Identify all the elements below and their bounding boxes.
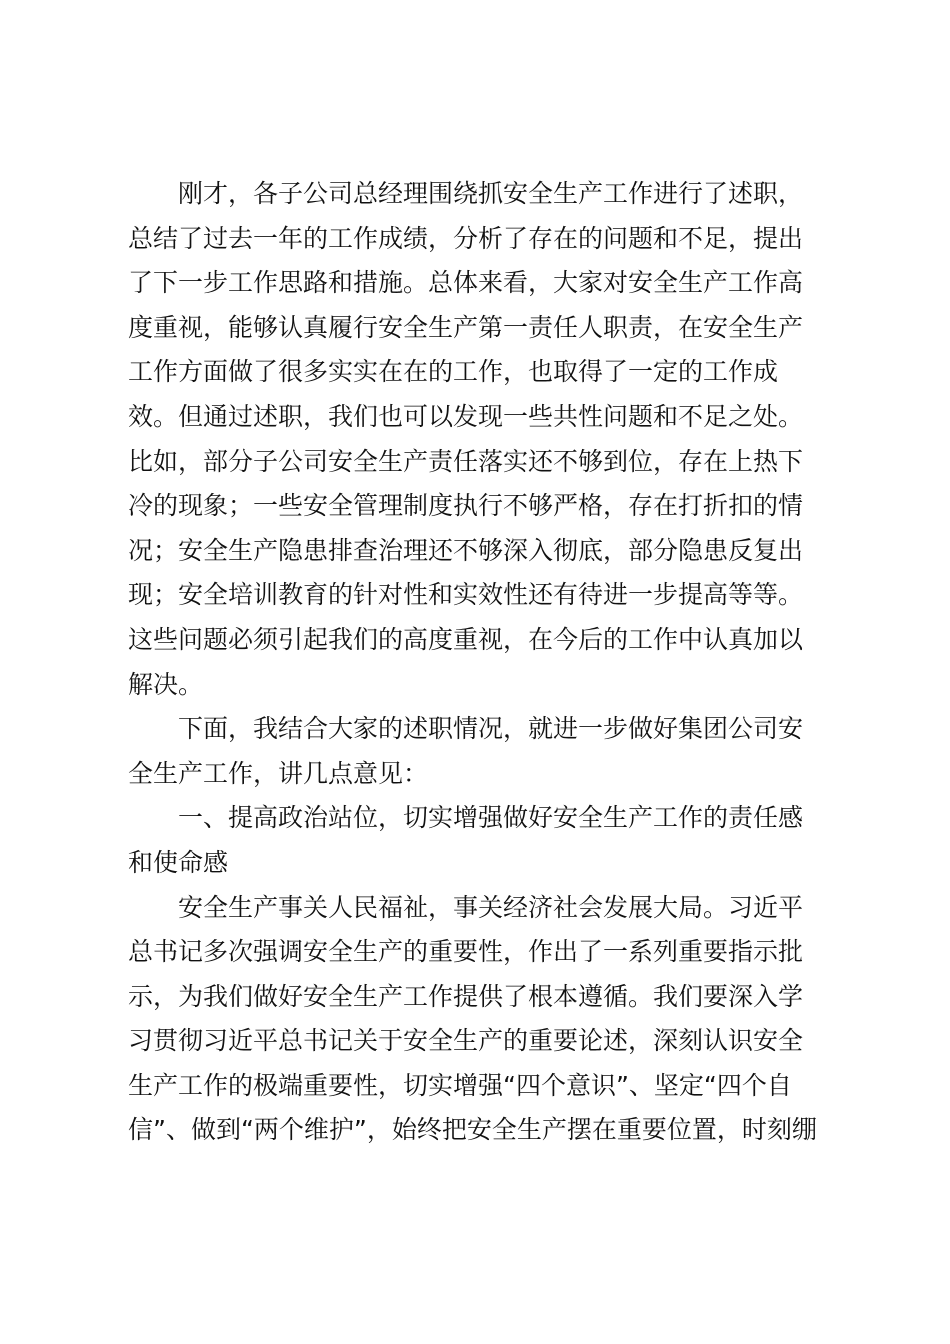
text-line: 比如，部分子公司安全生产责任落实还不够到位，存在上热下 (128, 446, 804, 476)
text-line: 示，为我们做好安全生产工作提供了根本遵循。我们要深入学 (128, 981, 804, 1011)
text-line: 安全生产事关人民福祉，事关经济社会发展大局。习近平 (178, 892, 804, 922)
text-line: 了下一步工作思路和措施。总体来看，大家对安全生产工作高 (128, 268, 804, 298)
text-line: 冷的现象；一些安全管理制度执行不够严格，存在打折扣的情 (128, 491, 804, 521)
text-line: 下面，我结合大家的述职情况，就进一步做好集团公司安 (178, 714, 804, 744)
text-line: 全生产工作，讲几点意见： (128, 758, 429, 788)
text-line: 生产工作的极端重要性，切实增强“四个意识”、坚定“四个自 (128, 1070, 792, 1100)
text-line: 况；安全生产隐患排查治理还不够深入彻底，部分隐患反复出 (128, 535, 804, 565)
section-heading-1 (128, 796, 820, 885)
text-line: 工作方面做了很多实实在在的工作，也取得了一定的工作成 (128, 357, 779, 387)
text-line: 效。但通过述职，我们也可以发现一些共性问题和不足之处。 (128, 401, 804, 431)
paragraph-intro (128, 172, 820, 707)
paragraph-section-1-body (128, 886, 820, 1154)
document-body (128, 172, 820, 1153)
text-line: 总结了过去一年的工作成绩，分析了存在的问题和不足，提出 (128, 223, 804, 253)
heading-line: 和使命感 (128, 847, 229, 877)
text-line: 习贯彻习近平总书记关于安全生产的重要论述，深刻认识安全 (128, 1026, 804, 1056)
paragraph-transition (128, 707, 820, 796)
text-line: 刚才，各子公司总经理围绕抓安全生产工作进行了述职， (178, 179, 804, 208)
text-line: 现；安全培训教育的针对性和实效性还有待进一步提高等等。 (128, 580, 804, 610)
text-line: 总书记多次强调安全生产的重要性，作出了一系列重要指示批 (128, 937, 804, 967)
text-line: 这些问题必须引起我们的高度重视，在今后的工作中认真加以 (128, 624, 804, 654)
text-line: 解决。 (128, 669, 204, 699)
text-line: 度重视，能够认真履行安全生产第一责任人职责，在安全生产 (128, 312, 804, 342)
heading-line: 一、提高政治站位，切实增强做好安全生产工作的责任感 (178, 803, 804, 833)
text-line: 信”、做到“两个维护”，始终把安全生产摆在重要位置，时刻绷 (128, 1115, 817, 1145)
